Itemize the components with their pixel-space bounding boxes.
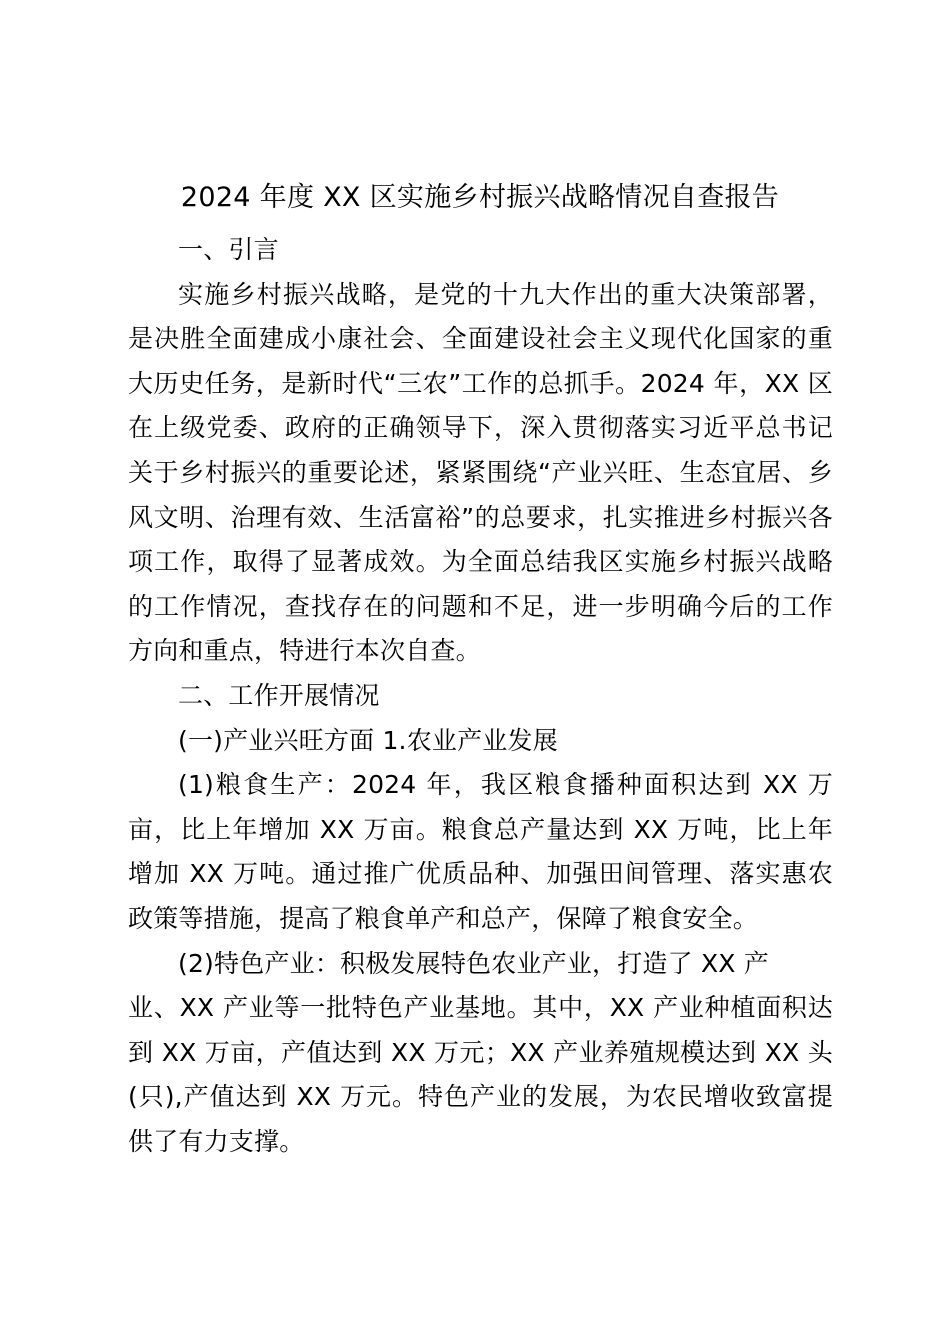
section-heading-intro: 一、引言 [178,235,279,264]
featured-industry-paragraph [128,942,833,1165]
intro-paragraph: 实施乡村振兴战略，是党的十九大作出的重大决策部署，是决胜全面建成小康社会、全面建设社会主义现代化国家的重大历史任务，是新时代“三农”工作的总抓手。2024 年，XX 区在上级党委、政府的正确领导下，深入贯彻落实习近平总书记关于乡村振兴的重要论述，紧紧围绕“产业兴旺、生态宜居、乡风文明、治理有效、生活富裕”的总要求，扎实推进乡村振兴各项工作，取得了显著成效。为全面总结我区实施乡村振兴战略的工作情况，查找存在的问题和不足，进一步明确今后的工作方向和重点，特进行本次自查。 [128,279,833,666]
document-title: 2024 年度 XX 区实施乡村振兴战略情况自查报告 [180,182,780,213]
subsection-heading-industry: (一)产业兴旺方面 1.农业产业发展 [178,725,558,755]
featured-industry-line-1: (2)特色产业：积极发展特色农业产业，打造了 XX 产 [178,948,769,978]
grain-production-paragraph: (1)粮食生产：2024 年，我区粮食播种面积达到 XX 万亩，比上年增加 XX 万亩。粮食总产量达到 XX 万吨，比上年增加 XX 万吨。通过推广优质品种、加强田间管理、落实惠农政策等措施，提高了粮食单产和总产，保障了粮食安全。 [128,770,833,933]
document-body [128,228,833,1164]
section-heading-work: 二、工作开展情况 [178,680,380,710]
featured-industry-line-2: 业、XX 产业等一批特色产业基地。其中，XX 产业种植面积达到 XX 万亩，产值达到 XX 万元；XX 产业养殖规模达到 XX 头(只),产值达到 XX 万元。特色产业的发展，为农民增收致富提供了有力支撑。 [128,993,833,1156]
